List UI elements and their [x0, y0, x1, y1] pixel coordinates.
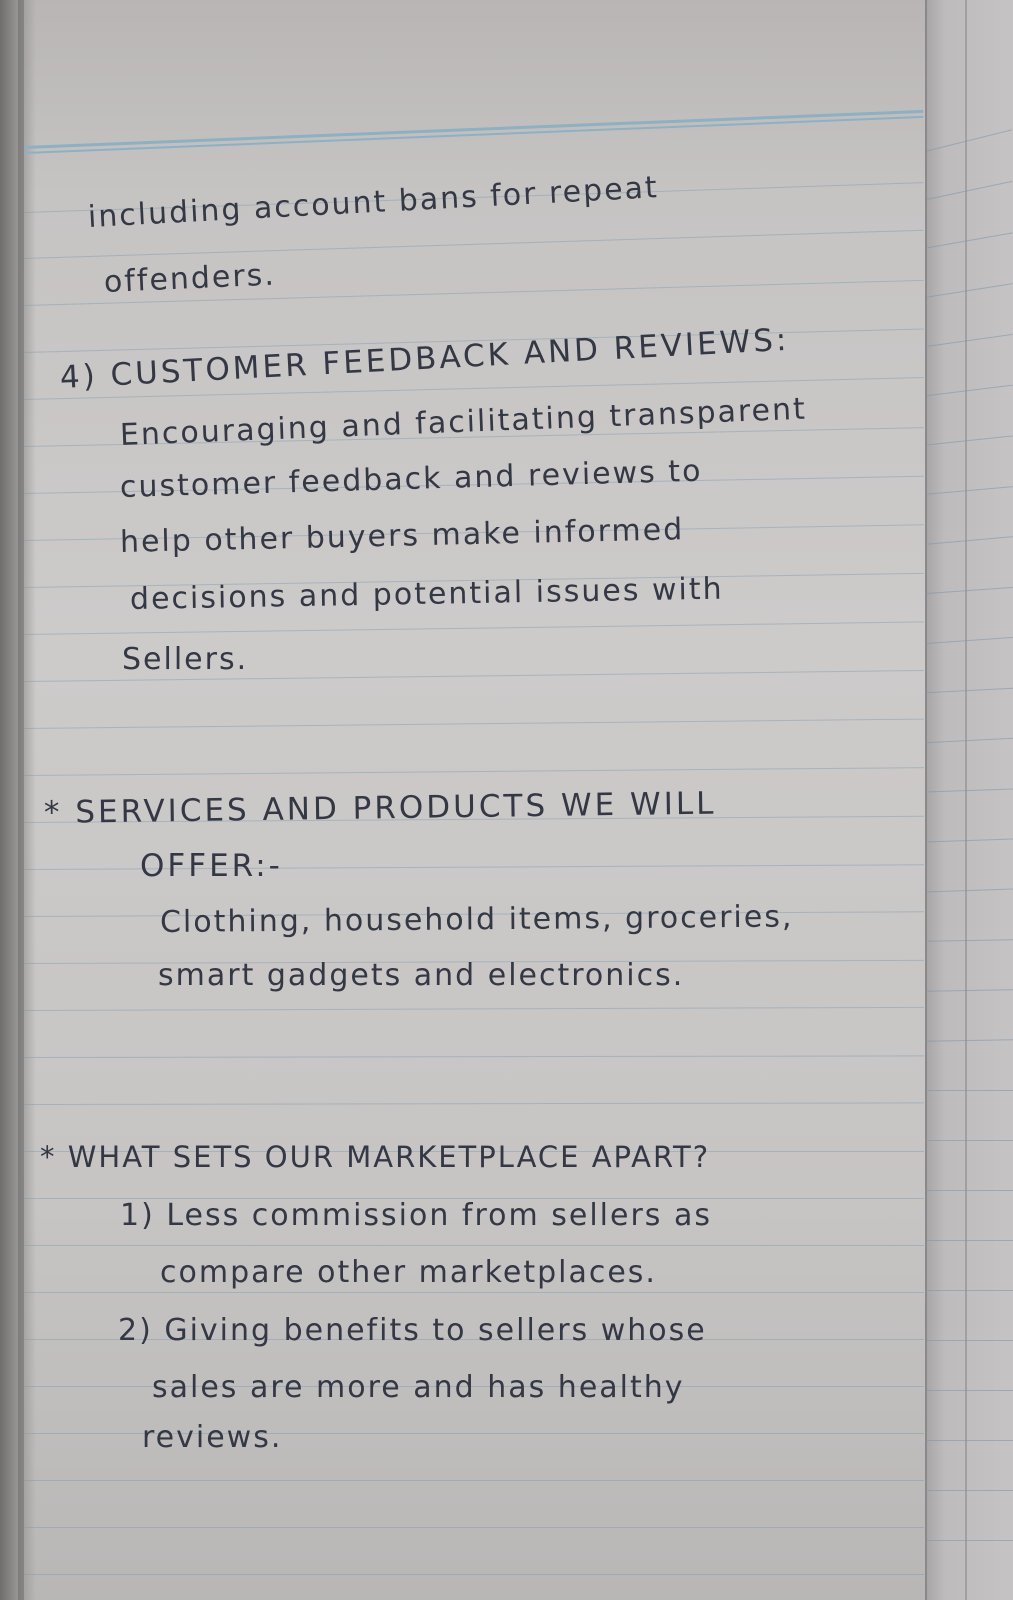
ruled-line — [24, 767, 924, 776]
text-line: smart gadgets and electronics. — [158, 958, 685, 993]
text-line: decisions and potential issues with — [129, 571, 724, 617]
ruled-line — [24, 1245, 924, 1246]
underlying-ruled-line — [925, 1490, 1013, 1491]
underlying-ruled-line — [925, 1140, 1013, 1141]
header-rule-top — [24, 110, 923, 149]
underlying-ruled-line — [925, 1090, 1013, 1091]
ruled-line — [24, 719, 924, 729]
ruled-line — [24, 1527, 924, 1528]
list-item: 1) Less commission from sellers as — [120, 1198, 712, 1233]
section-heading: * SERVICES AND PRODUCTS WE WILL — [43, 785, 717, 831]
underlying-ruled-line — [925, 1390, 1013, 1391]
text-line: offenders. — [103, 257, 277, 300]
section-heading: 4) CUSTOMER FEEDBACK AND REVIEWS: — [59, 321, 791, 396]
list-item: sales are more and has healthy — [152, 1370, 685, 1405]
list-item: 2) Giving benefits to sellers whose — [118, 1313, 707, 1348]
underlying-ruled-line — [925, 1340, 1013, 1341]
ruled-line — [24, 230, 924, 259]
page-edge-shadow — [18, 0, 24, 1600]
text-line: Clothing, household items, groceries, — [159, 899, 794, 940]
ruled-line — [24, 1102, 924, 1105]
text-line: including account bans for repeat — [87, 170, 660, 235]
list-item: reviews. — [142, 1420, 283, 1455]
ruled-line — [24, 1055, 924, 1058]
underlying-ruled-line — [925, 1240, 1013, 1241]
ruled-line — [24, 1480, 924, 1481]
underlying-ruled-line — [925, 1290, 1013, 1291]
header-rule-bottom — [24, 116, 923, 154]
ruled-line — [24, 1292, 924, 1293]
ruled-line — [24, 621, 924, 635]
text-line: Encouraging and facilitating transparent — [119, 391, 808, 453]
underlying-ruled-line — [925, 1540, 1013, 1541]
text-line: customer feedback and reviews to — [119, 453, 703, 505]
underlying-ruled-line — [925, 1440, 1013, 1441]
text-line: help other buyers make informed — [119, 512, 685, 560]
section-heading: * WHAT SETS OUR MARKETPLACE APART? — [40, 1140, 711, 1174]
ruled-line — [24, 1574, 924, 1575]
ruled-line — [24, 1007, 924, 1011]
text-line: Sellers. — [122, 642, 249, 677]
underlying-ruled-line — [925, 1190, 1013, 1191]
section-heading: OFFER:- — [140, 848, 283, 884]
list-item: compare other marketplaces. — [160, 1255, 657, 1290]
